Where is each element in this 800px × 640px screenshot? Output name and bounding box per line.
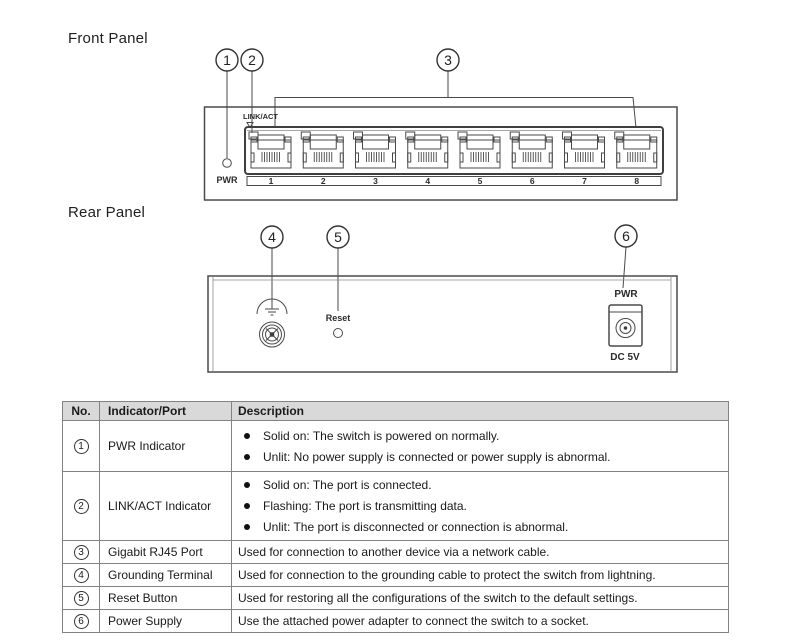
pwr-led-label: PWR bbox=[216, 175, 238, 185]
svg-text:3: 3 bbox=[373, 176, 378, 186]
bullet-item: Unlit: The port is disconnected or connection is abnormal. bbox=[232, 517, 728, 538]
grounding-terminal bbox=[257, 299, 287, 347]
grounding-screw-icon bbox=[260, 322, 285, 347]
table-row bbox=[63, 564, 729, 587]
header-description: Description bbox=[232, 402, 729, 421]
front-panel-heading: Front Panel bbox=[68, 30, 148, 47]
port-numbers bbox=[269, 176, 640, 186]
svg-text:2: 2 bbox=[248, 52, 256, 68]
callout-6 bbox=[615, 225, 637, 247]
bullet-icon bbox=[244, 524, 250, 530]
ground-symbol-icon bbox=[265, 300, 279, 315]
rj45-port-8 bbox=[615, 132, 657, 168]
bullet-icon bbox=[244, 503, 250, 509]
circled-number: 1 bbox=[74, 439, 89, 454]
indicator-name: PWR Indicator bbox=[100, 421, 232, 472]
svg-text:4: 4 bbox=[268, 229, 276, 245]
header-no: No. bbox=[63, 402, 100, 421]
indicator-name: LINK/ACT Indicator bbox=[100, 472, 232, 541]
dc-5v-label: DC 5V bbox=[610, 352, 640, 363]
bullet-icon bbox=[244, 433, 250, 439]
svg-text:5: 5 bbox=[477, 176, 483, 186]
bullet-item: Solid on: The switch is powered on normally. bbox=[232, 425, 728, 446]
bullet-item: Flashing: The port is transmitting data. bbox=[232, 496, 728, 517]
front-panel-diagram bbox=[205, 49, 678, 200]
description-text: Used for connection to another device via a network cable. bbox=[232, 541, 729, 564]
rear-panel-diagram bbox=[208, 225, 677, 372]
circled-number: 2 bbox=[74, 499, 89, 514]
rear-pwr-label: PWR bbox=[614, 289, 638, 300]
reset-hole bbox=[334, 329, 343, 338]
rj45-port-7 bbox=[563, 132, 605, 168]
link-act-label: LINK/ACT bbox=[243, 112, 278, 121]
bullet-icon bbox=[244, 482, 250, 488]
description-text: Used for restoring all the configurations of the switch to the default settings. bbox=[232, 587, 729, 610]
circled-number: 5 bbox=[74, 591, 89, 606]
svg-text:6: 6 bbox=[529, 176, 535, 186]
table-header-row bbox=[63, 402, 729, 421]
power-jack bbox=[609, 289, 642, 363]
bullet-item: Unlit: No power supply is connected or power supply is abnormal. bbox=[232, 446, 728, 467]
indicator-name: Gigabit RJ45 Port bbox=[100, 541, 232, 564]
bullet-icon bbox=[244, 454, 250, 460]
rj45-port-6 bbox=[510, 132, 552, 168]
rj45-port-4 bbox=[406, 132, 448, 168]
rj45-port-5 bbox=[458, 132, 500, 168]
svg-text:3: 3 bbox=[444, 52, 452, 68]
dc-jack-housing bbox=[609, 305, 642, 346]
table-row bbox=[63, 421, 729, 472]
port-block bbox=[245, 127, 663, 174]
table-row bbox=[63, 587, 729, 610]
reset-button bbox=[326, 313, 351, 338]
callout-3-line bbox=[275, 71, 636, 128]
svg-text:1: 1 bbox=[223, 52, 231, 68]
rj45-port-2 bbox=[301, 132, 343, 168]
svg-text:7: 7 bbox=[582, 176, 587, 186]
bullet-item: Solid on: The port is connected. bbox=[232, 475, 728, 496]
indicator-port-table bbox=[62, 401, 729, 633]
description-text: Use the attached power adapter to connect the switch to a socket. bbox=[232, 610, 729, 633]
circled-number: 3 bbox=[74, 545, 89, 560]
indicator-name: Reset Button bbox=[100, 587, 232, 610]
rear-panel-heading: Rear Panel bbox=[68, 204, 146, 221]
rj45-port-1 bbox=[249, 132, 291, 168]
rj45-ports bbox=[249, 132, 657, 168]
circled-number: 4 bbox=[74, 568, 89, 583]
svg-text:6: 6 bbox=[622, 228, 630, 244]
callout-5 bbox=[327, 226, 349, 248]
pwr-led bbox=[223, 159, 232, 168]
table-row bbox=[63, 541, 729, 564]
callout-4 bbox=[261, 226, 283, 248]
svg-text:1: 1 bbox=[268, 176, 274, 186]
callout-3 bbox=[437, 49, 459, 71]
table-row bbox=[63, 472, 729, 541]
table-row bbox=[63, 610, 729, 633]
indicator-name: Grounding Terminal bbox=[100, 564, 232, 587]
description-text: Used for connection to the grounding cable to protect the switch from lightning. bbox=[232, 564, 729, 587]
svg-text:8: 8 bbox=[634, 176, 640, 186]
callout-6-line bbox=[623, 247, 626, 288]
reset-label: Reset bbox=[325, 313, 351, 323]
svg-text:2: 2 bbox=[320, 176, 326, 186]
header-indicator: Indicator/Port bbox=[100, 402, 232, 421]
svg-text:5: 5 bbox=[334, 229, 342, 245]
port-number-strip bbox=[247, 177, 661, 186]
rj45-port-3 bbox=[354, 132, 396, 168]
circled-number: 6 bbox=[74, 614, 89, 629]
callout-2 bbox=[241, 49, 263, 71]
callout-1 bbox=[216, 49, 238, 71]
indicator-name: Power Supply bbox=[100, 610, 232, 633]
svg-text:4: 4 bbox=[425, 176, 431, 186]
